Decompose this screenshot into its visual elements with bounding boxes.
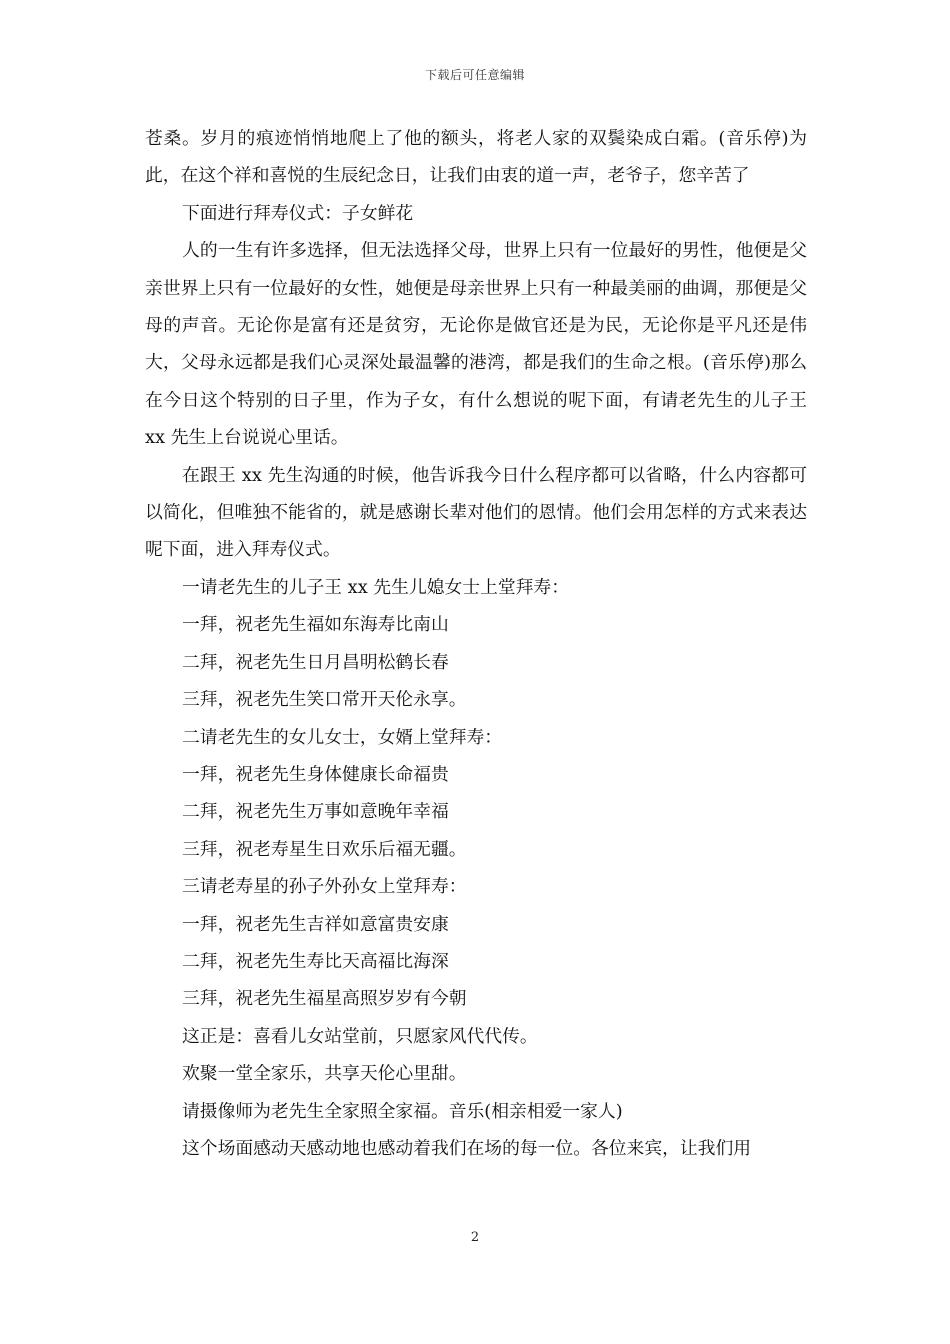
paragraph: 下面进行拜寿仪式：子女鲜花	[182, 202, 414, 224]
paragraph: 在跟王 xx 先生沟通的时候，他告诉我今日什么程序都可以省略，什么内容都可以简化，但唯独不能省的，就是感谢长辈对他们的恩情。他们会用怎样的方式来表达呢下面，进入拜寿仪式。	[145, 464, 807, 561]
document-body	[145, 120, 807, 1167]
paragraph: 三拜，祝老寿星生日欢乐后福无疆。	[182, 838, 467, 860]
paragraph: 一拜，祝老先生福如东海寿比南山	[182, 614, 449, 636]
paragraph: 这正是：喜看儿女站堂前，只愿家风代代传。	[182, 1025, 538, 1047]
paragraph: 请摄像师为老先生全家照全家福。音乐(相亲相爱一家人)	[182, 1100, 623, 1122]
page-number: 2	[470, 1230, 480, 1245]
paragraph: 二拜，祝老先生万事如意晚年幸福	[182, 801, 449, 823]
paragraph: 一请老先生的儿子王 xx 先生儿媳女士上堂拜寿：	[182, 576, 569, 598]
paragraph: 三拜，祝老先生福星高照岁岁有今朝	[182, 988, 467, 1010]
page-header: 下载后可任意编辑	[424, 68, 525, 82]
paragraph: 一拜，祝老先生身体健康长命福贵	[182, 763, 449, 785]
paragraph: 这个场面感动天感动地也感动着我们在场的每一位。各位来宾，让我们用	[182, 1137, 752, 1159]
paragraph: 三拜，祝老先生笑口常开天伦永享。	[182, 689, 467, 711]
paragraph: 苍桑。岁月的痕迹悄悄地爬上了他的额头，将老人家的双鬓染成白霜。(音乐停)为此，在这个祥和喜悦的生辰纪念日，让我们由衷的道一声，老爷子，您辛苦了	[145, 128, 807, 187]
paragraph: 二拜，祝老先生寿比天高福比海深	[182, 950, 449, 972]
paragraph: 三请老寿星的孙子外孙女上堂拜寿：	[182, 876, 467, 898]
paragraph: 一拜，祝老先生吉祥如意富贵安康	[182, 913, 449, 935]
paragraph: 二请老先生的女儿女士，女婿上堂拜寿：	[182, 726, 503, 748]
paragraph: 欢聚一堂全家乐，共享天伦心里甜。	[182, 1063, 467, 1085]
paragraph: 人的一生有许多选择，但无法选择父母，世界上只有一位最好的男性，他便是父亲世界上只有一位最好的女性，她便是母亲世界上只有一种最美丽的曲调，那便是父母的声音。无论你是富有还是贫穷，无论你是做官还是为民，无论你是平凡还是伟大，父母永远都是我们心灵深处最温馨的港湾，都是我们的生命之根。(音乐停)那么在今日这个特别的日子里，作为子女，有什么想说的呢下面，有请老先生的儿子王 xx 先生上台说说心里话。	[145, 240, 807, 449]
paragraph: 二拜，祝老先生日月昌明松鹤长春	[182, 651, 449, 673]
